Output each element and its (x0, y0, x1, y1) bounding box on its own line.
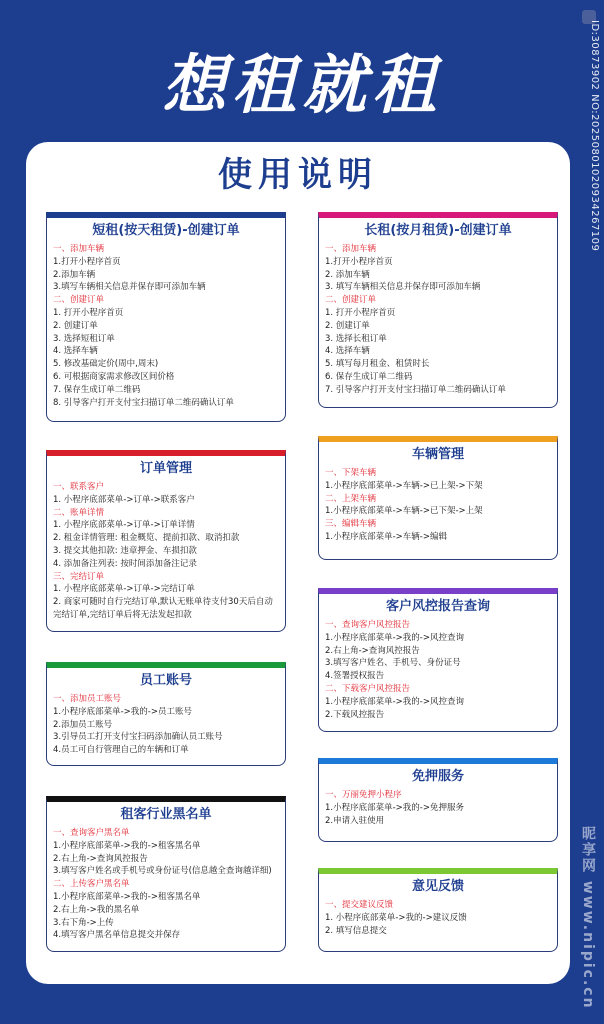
list-item: 1.小程序底部菜单->我的->免押服务 (325, 802, 464, 813)
list-item: 1. 小程序底部菜单->订单->订单详情 (53, 520, 195, 531)
list-item: 4. 添加备注列表: 按时间添加备注记录 (53, 558, 197, 569)
app-title: 想租就租 (162, 48, 442, 123)
list-item: 2. 添加车辆 (325, 269, 370, 280)
list-item: 1. 小程序底部菜单->订单->完结订单 (53, 584, 195, 595)
card-title: 长租(按月租赁)-创建订单 (364, 223, 512, 238)
list-item: 8. 引导客户打开支付宝扫描订单二维码确认订单 (53, 397, 234, 408)
list-item: 1.打开小程序首页 (325, 256, 393, 267)
list-item: 1.小程序底部菜单->我的->风控查询 (325, 632, 464, 643)
list-item: 2. 填写信息提交 (325, 925, 387, 936)
card-title: 车辆管理 (411, 447, 464, 462)
list-item: 5. 修改基础定价(周中,周末) (53, 359, 159, 370)
section-heading: 一、万丽免押小程序 (325, 790, 402, 800)
list-item: 6. 保存生成订单二维码 (325, 371, 413, 382)
list-item: 1. 小程序底部菜单->订单->联系客户 (53, 494, 195, 505)
section-heading: 一、下架车辆 (325, 468, 377, 478)
list-item: 4.填写客户黑名单信息提交并保存 (53, 930, 181, 941)
list-item: 4. 选择车辆 (325, 346, 370, 357)
section-heading: 三、完结订单 (53, 571, 105, 582)
list-item: 1.小程序底部菜单->我的->租客黑名单 (53, 891, 201, 902)
image-id-text: ID:30873902 NO:20250801020934267109 (589, 20, 600, 252)
list-item: 2.申请入驻使用 (325, 815, 385, 826)
list-item: 1.小程序底部菜单->车辆->已下架->上架 (325, 506, 483, 517)
list-item: 2.右上角->我的黑名单 (53, 904, 140, 915)
list-item: 1. 打开小程序首页 (325, 307, 396, 318)
list-item: 2.右上角->查询风控报告 (53, 853, 148, 864)
card-title: 客户风控报告查询 (385, 599, 490, 614)
list-item: 1.小程序底部菜单->车辆->已上架->下架 (325, 480, 483, 491)
card-risk-report (318, 588, 558, 732)
list-item: 3.填写客户姓名、手机号、身份证号 (325, 658, 461, 669)
list-item: 3. 选择长租订单 (325, 333, 387, 344)
card-staff-accounts (46, 662, 286, 766)
list-item: 4. 选择车辆 (53, 346, 98, 357)
list-item: 2. 创建订单 (325, 320, 370, 331)
list-item: 2.添加车辆 (53, 269, 96, 280)
watermark-text: 昵享网 www.nipic.cn (580, 826, 596, 1010)
list-item: 1. 小程序底部菜单->我的->建议反馈 (325, 912, 467, 923)
list-item: 3.引导员工打开支付宝扫码添加确认员工账号 (53, 732, 223, 743)
list-item: 1.小程序底部菜单->我的->风控查询 (325, 696, 464, 707)
section-heading: 一、添加车辆 (53, 244, 105, 254)
list-item: 7. 引导客户打开支付宝扫描订单二维码确认订单 (325, 384, 506, 395)
list-item: 2.下载风控报告 (325, 709, 385, 720)
card-title: 员工账号 (139, 673, 192, 688)
card-order-management (46, 450, 286, 632)
list-item: 2.添加员工账号 (53, 719, 113, 730)
card-deposit-free (318, 758, 558, 842)
list-item: 2. 租金详情管理: 租金概览、提前扣款、取消扣款 (53, 533, 240, 544)
list-item: 3.填写车辆相关信息并保存即可添加车辆 (53, 282, 206, 293)
section-heading: 一、提交建议反馈 (325, 900, 394, 910)
section-heading: 二、创建订单 (53, 295, 105, 306)
list-item: 3. 填写车辆相关信息并保存即可添加车辆 (325, 282, 481, 293)
section-heading: 一、添加车辆 (325, 244, 377, 254)
list-item: 1.小程序底部菜单->我的->租客黑名单 (53, 840, 201, 851)
list-item: 5. 填写每月租金、租赁时长 (325, 359, 430, 370)
section-heading: 一、查询客户黑名单 (53, 828, 130, 838)
list-item: 3.填写客户姓名或手机号或身份证号(信息越全查询越详细) (53, 866, 272, 877)
section-heading: 二、上架车辆 (325, 493, 377, 504)
section-heading: 二、创建订单 (325, 295, 377, 306)
list-item: 2. 商家可随时自行完结订单,默认无账单待支付30天后自动完结订单,完结订单后将无法发起扣款 (53, 597, 273, 620)
list-item: 3.右下角->上传 (53, 917, 114, 928)
list-item: 4.签署授权报告 (325, 671, 385, 682)
list-item: 6. 可根据商家需求修改区间价格 (53, 371, 175, 382)
section-heading: 二、上传客户黑名单 (53, 879, 130, 890)
page-subtitle: 使用说明 (218, 155, 378, 195)
card-long-rent (318, 212, 558, 408)
card-feedback (318, 868, 558, 952)
section-heading: 一、查询客户风控报告 (325, 620, 411, 630)
list-item: 1.小程序底部菜单->我的->员工账号 (53, 706, 192, 717)
card-tenant-blacklist (46, 796, 286, 952)
section-heading: 三、编辑车辆 (325, 519, 377, 530)
list-item: 1. 打开小程序首页 (53, 307, 124, 318)
section-heading: 二、下载客户风控报告 (325, 683, 411, 694)
list-item: 3. 提交其他扣款: 违章押金、车损扣款 (53, 545, 197, 556)
list-item: 1.小程序底部菜单->车辆->编辑 (325, 531, 447, 542)
card-title: 租客行业黑名单 (120, 807, 212, 822)
list-item: 4.员工可自行管理自己的车辆和订单 (53, 745, 189, 756)
card-title: 短租(按天租赁)-创建订单 (92, 223, 240, 238)
list-item: 3. 选择短租订单 (53, 333, 115, 344)
section-heading: 一、添加员工账号 (53, 694, 122, 704)
list-item: 2.右上角->查询风控报告 (325, 645, 420, 656)
section-heading: 二、账单详情 (53, 507, 105, 518)
card-vehicle-management (318, 436, 558, 560)
list-item: 7. 保存生成订单二维码 (53, 384, 141, 395)
card-title: 免押服务 (411, 769, 464, 784)
card-title: 意见反馈 (411, 879, 464, 894)
card-title: 订单管理 (139, 461, 192, 476)
list-item: 2. 创建订单 (53, 320, 98, 331)
list-item: 1.打开小程序首页 (53, 256, 121, 267)
section-heading: 一、联系客户 (53, 482, 105, 492)
card-short-rent (46, 212, 286, 422)
